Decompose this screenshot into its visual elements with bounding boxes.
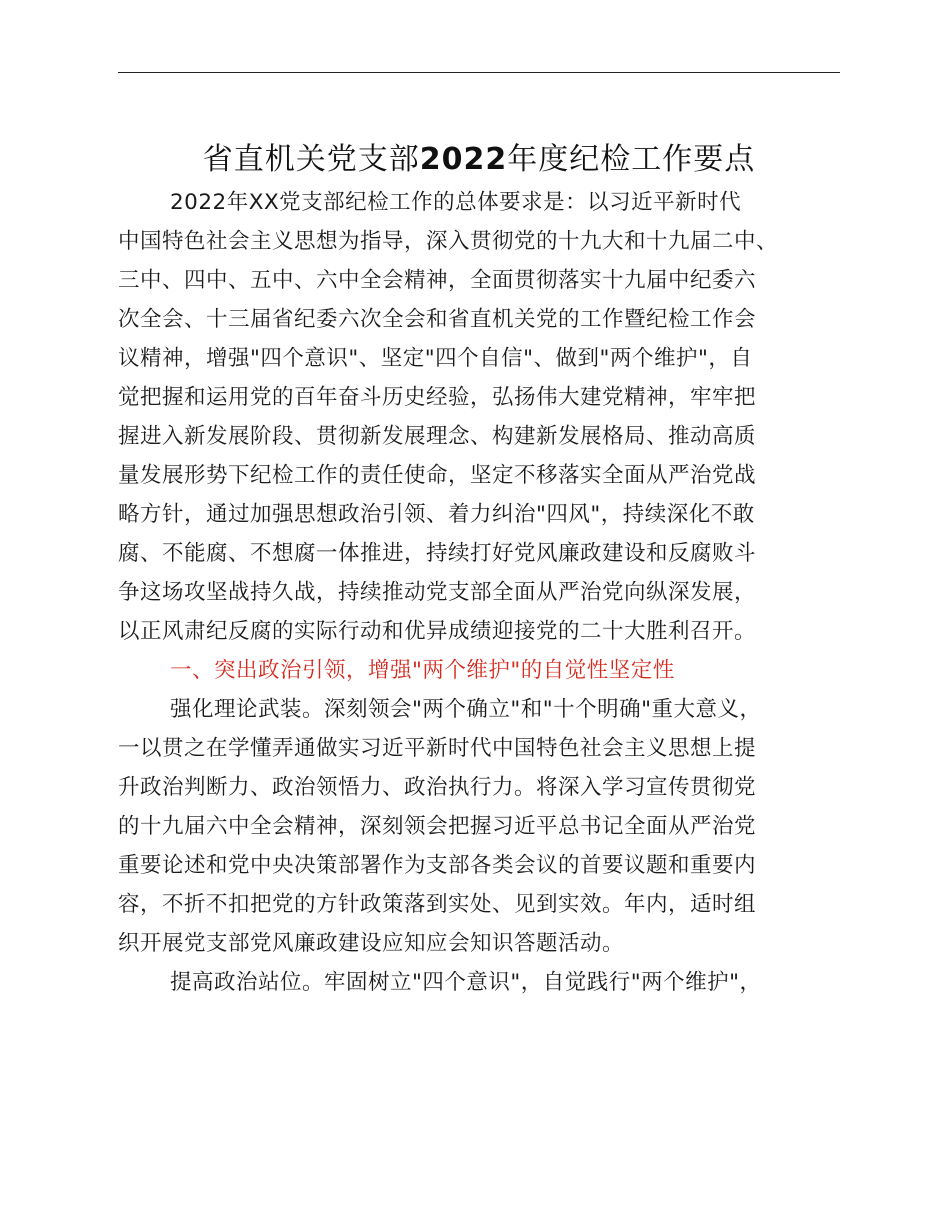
paragraph-line: 腐、不能腐、不想腐一体推进，持续打好党风廉政建设和反腐败斗: [118, 541, 757, 566]
paragraph-line: 觉把握和运用党的百年奋斗历史经验，弘扬伟大建党精神，牢牢把: [118, 385, 757, 410]
paragraph-line: 一以贯之在学懂弄通做实习近平新时代中国特色社会主义思想上提: [118, 736, 757, 761]
paragraph-line: 中国特色社会主义思想为指导，深入贯彻党的十九大和十九届二中、: [118, 229, 779, 254]
paragraph-line: 以正风肃纪反腐的实际行动和优异成绩迎接党的二十大胜利召开。: [118, 619, 757, 644]
paragraph-line: 重要论述和党中央决策部署作为支部各类会议的首要议题和重要内: [118, 853, 757, 878]
paragraph-line: 升政治判断力、政治领悟力、政治执行力。将深入学习宣传贯彻党: [118, 775, 757, 800]
paragraph-line: 三中、四中、五中、六中全会精神，全面贯彻落实十九届中纪委六: [118, 268, 757, 293]
paragraph-line: 强化理论武装。深刻领会"两个确立"和"十个明确"重大意义，: [170, 697, 762, 722]
header-rule: [118, 72, 840, 73]
paragraph-line: 次全会、十三届省纪委六次全会和省直机关党的工作暨纪检工作会: [118, 307, 757, 332]
document-title: [118, 138, 840, 182]
paragraph-line: 略方针，通过加强思想政治引领、着力纠治"四风"，持续深化不敢: [118, 502, 755, 527]
paragraph-line: 2022年XX党支部纪检工作的总体要求是：以习近平新时代: [170, 190, 742, 215]
paragraph-line: 容，不折不扣把党的方针政策落到实处、见到实效。年内，适时组: [118, 892, 757, 917]
title-suffix: 年度纪检工作要点: [507, 142, 756, 177]
section-heading-1: 一、突出政治引领，增强"两个维护"的自觉性坚定性: [170, 658, 675, 683]
paragraph-line: 织开展党支部党风廉政建设应知应会知识答题活动。: [118, 931, 625, 956]
title-prefix: 省直机关党支部: [202, 142, 420, 177]
paragraph-line: 握进入新发展阶段、贯彻新发展理念、构建新发展格局、推动高质: [118, 424, 757, 449]
paragraph-line: 提高政治站位。牢固树立"四个意识"，自觉践行"两个维护"，: [170, 970, 762, 995]
paragraph-line: 议精神，增强"四个意识"、坚定"四个自信"、做到"两个维护"，自: [118, 346, 753, 371]
paragraph-line: 量发展形势下纪检工作的责任使命，坚定不移落实全面从严治党战: [118, 463, 757, 488]
paragraph-line: 争这场攻坚战持久战，持续推动党支部全面从严治党向纵深发展，: [118, 580, 757, 605]
document-body: [118, 183, 843, 1002]
paragraph-line: 的十九届六中全会精神，深刻领会把握习近平总书记全面从严治党: [118, 814, 757, 839]
title-year: 2022: [419, 142, 508, 177]
